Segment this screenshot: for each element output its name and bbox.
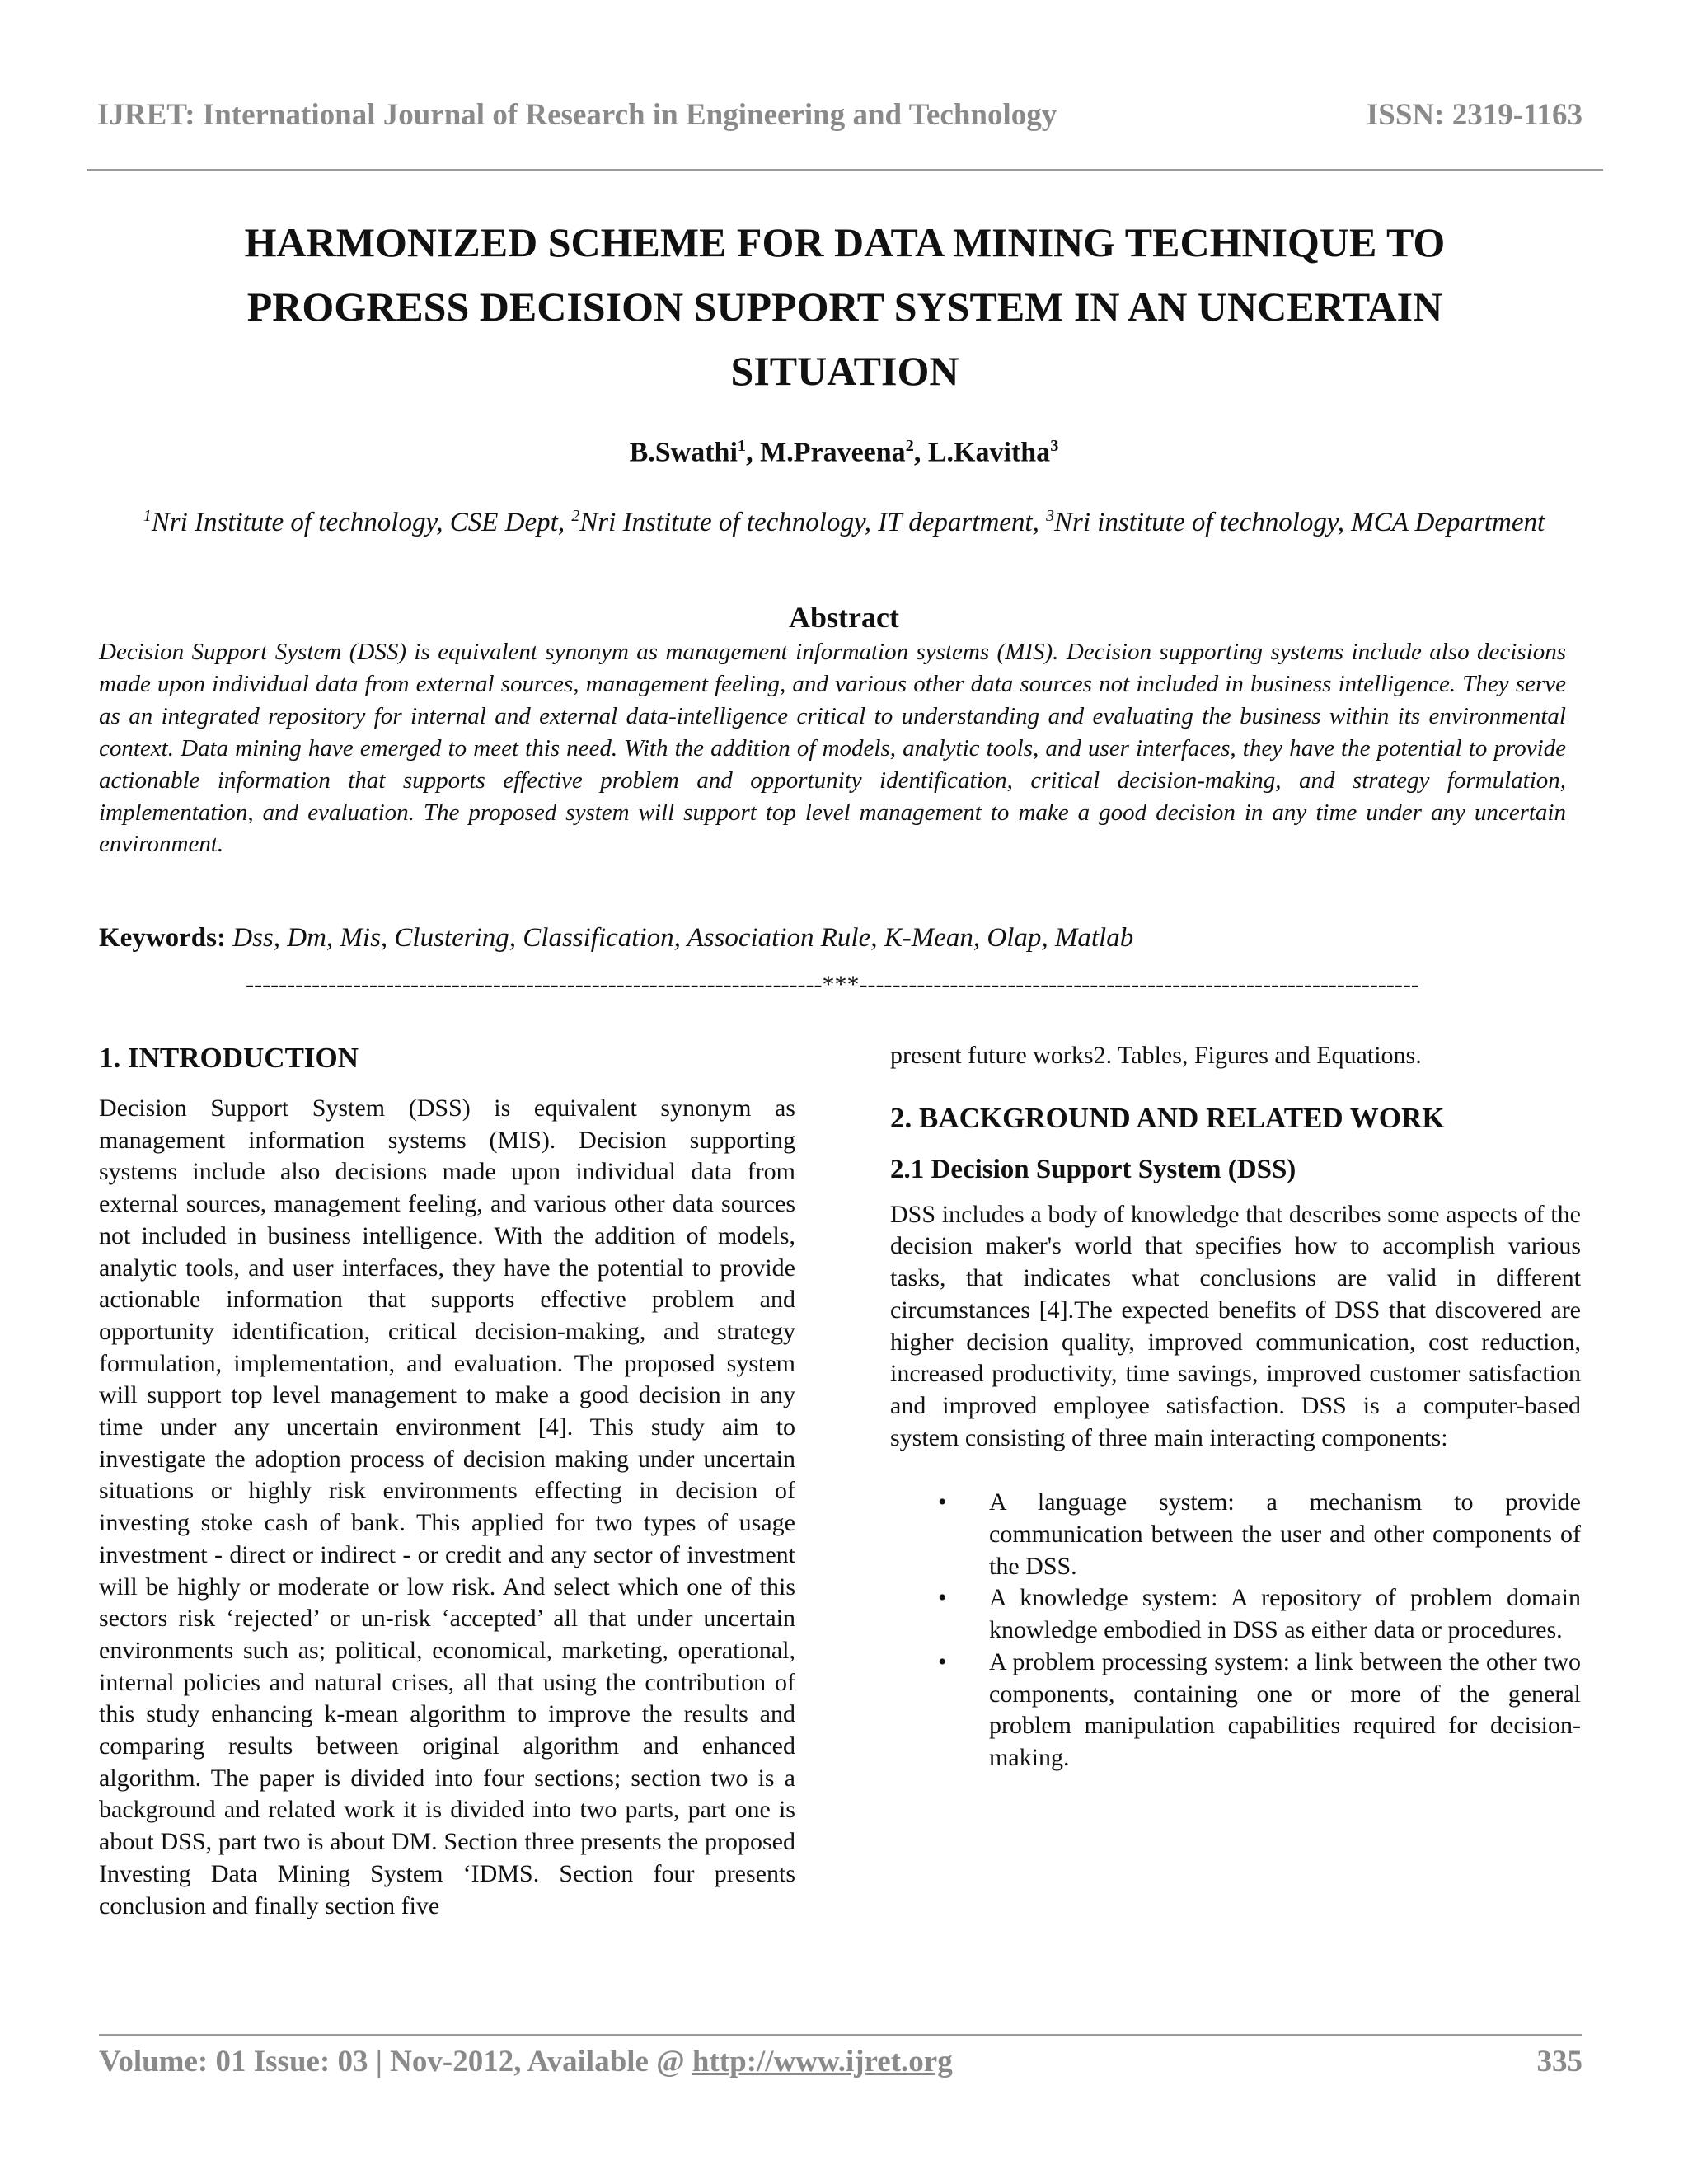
- author-sup: 1: [737, 437, 747, 455]
- author-sup: 3: [1050, 437, 1059, 455]
- left-column: [99, 1040, 795, 1922]
- affil-sup: 2: [571, 507, 580, 525]
- affil-sup: 1: [143, 507, 152, 525]
- author-name: L.Kavitha: [927, 437, 1051, 468]
- footer-info: [99, 2044, 953, 2079]
- page-number: 335: [1536, 2045, 1582, 2079]
- keywords-list: Dss, Dm, Mis, Clustering, Classification, Association Rule, K-Mean, Olap, Matlab: [232, 923, 1134, 953]
- author-name: B.Swathi: [629, 437, 738, 468]
- list-item: [890, 1582, 1581, 1646]
- right-column: [890, 1040, 1581, 1774]
- title-line-3: SITUATION: [730, 348, 959, 394]
- affiliation: Nri institute of technology, MCA Department: [1053, 508, 1545, 537]
- background-heading: 2. BACKGROUND AND RELATED WORK: [890, 1101, 1445, 1134]
- bullet-icon: •: [938, 1584, 947, 1612]
- keywords: [99, 923, 1566, 954]
- intro-continuation: present future works2. Tables, Figures and Equations.: [890, 1042, 1422, 1069]
- section-separator: ----------------------------------------------------------------------***--------------------------------------------------------------------: [246, 971, 1419, 998]
- abstract-heading: Abstract: [789, 601, 899, 634]
- journal-header: IJRET: International Journal of Research in Engineering and Technology: [97, 98, 1057, 132]
- keywords-label: Keywords:: [99, 923, 226, 953]
- author-name: M.Praveena: [760, 437, 906, 468]
- issn-header: ISSN: 2319-1163: [1366, 98, 1582, 132]
- affiliations: [99, 498, 1589, 541]
- author-list: B.Swathi$^1$, M.Praveena$^2$, L.Kavitha$^3$: [629, 437, 1059, 468]
- list-item-text: A knowledge system: A repository of problem domain knowledge embodied in DSS as either data or procedures.: [989, 1584, 1581, 1644]
- bullet-icon: •: [938, 1488, 947, 1516]
- paper-title: [124, 210, 1566, 403]
- header-divider: [87, 169, 1603, 171]
- dss-subheading: 2.1 Decision Support System (DSS): [890, 1154, 1296, 1184]
- author-sup: 2: [905, 437, 914, 455]
- intro-heading: 1. INTRODUCTION: [99, 1042, 359, 1074]
- journal-link[interactable]: http://www.ijret.org: [692, 2045, 953, 2079]
- list-item: [890, 1487, 1581, 1582]
- footer-divider: [99, 2034, 1582, 2036]
- bullet-icon: •: [938, 1647, 947, 1675]
- list-item: [890, 1647, 1581, 1774]
- list-item-text: A language system: a mechanism to provide communication between the user and other components of the DSS.: [989, 1488, 1581, 1580]
- list-item-text: A problem processing system: a link between the other two components, containing one or more of the general problem manipulation capabilities required for decision-making.: [989, 1647, 1581, 1771]
- abstract-text: Decision Support System (DSS) is equivalent synonym as management information systems (MIS). Decision supporting systems include also decisions made upon individual data from external sources, management feeling, and various other data sources not included in business intelligence. They serve as an integrated repository for internal and external data-intelligence critical to understanding and evaluating the business within its environmental context. Data mining have emerged to meet this need. With the addition of models, analytic tools, and user interfaces, they have the potential to provide actionable information that supports effective problem and opportunity identification, critical decision-making, and strategy formulation, implementation, and evaluation. The proposed system will support top level management to make a good decision in any time under any uncertain environment.: [99, 639, 1566, 858]
- title-line-2: PROGRESS DECISION SUPPORT SYSTEM IN AN UNCERTAIN: [246, 284, 1443, 330]
- affiliation: Nri Institute of technology, IT department,: [579, 508, 1039, 537]
- intro-paragraph: Decision Support System (DSS) is equivalent synonym as management information systems (MIS). Decision supporting systems include also decisions made upon individual data from external sources, management feeling, and various other data sources not included in business intelligence. With the addition of models, analytic tools, and user interfaces, they have the potential to provide actionable information that supports effective problem and opportunity identification, critical decision-making, and strategy formulation, implementation, and evaluation. The proposed system will support top level management to make a good decision in any time under any uncertain environment [4]. This study aim to investigate the adoption process of decision making under uncertain situations or highly risk environments effecting in decision of investing stoke cash of bank. This applied for two types of usage investment - direct or indirect - or credit and any sector of investment will be highly or moderate or low risk. And select which one of this sectors risk ‘rejected’ or un-risk ‘accepted’ all that under uncertain environments such as; political, economical, marketing, operational, internal policies and natural crises, all that using the contribution of this study enhancing k-mean algorithm to improve the results and comparing results between original algorithm and enhanced algorithm. The paper is divided into four sections; section two is a background and related work it is divided into two parts, part one is about DSS, part two is about DM. Section three presents the proposed Investing Data Mining System ‘IDMS. Section four presents conclusion and finally section five: [99, 1094, 795, 1919]
- affil-sup: 3: [1046, 507, 1054, 525]
- footer-volume: Volume: 01 Issue: 03 | Nov-2012, Available @: [99, 2045, 692, 2079]
- affiliation: Nri Institute of technology, CSE Dept,: [151, 508, 565, 537]
- dss-paragraph: DSS includes a body of knowledge that describes some aspects of the decision maker's world that specifies how to accomplish various tasks, that indicates what conclusions are valid in different circumstances [4].The expected benefits of DSS that discovered are higher decision quality, improved communication, cost reduction, increased productivity, time savings, improved customer satisfaction and improved employee satisfaction. DSS is a computer-based system consisting of three main interacting components:: [890, 1200, 1581, 1451]
- dss-components-list: [890, 1487, 1581, 1774]
- title-line-1: HARMONIZED SCHEME FOR DATA MINING TECHNIQUE TO: [244, 219, 1446, 265]
